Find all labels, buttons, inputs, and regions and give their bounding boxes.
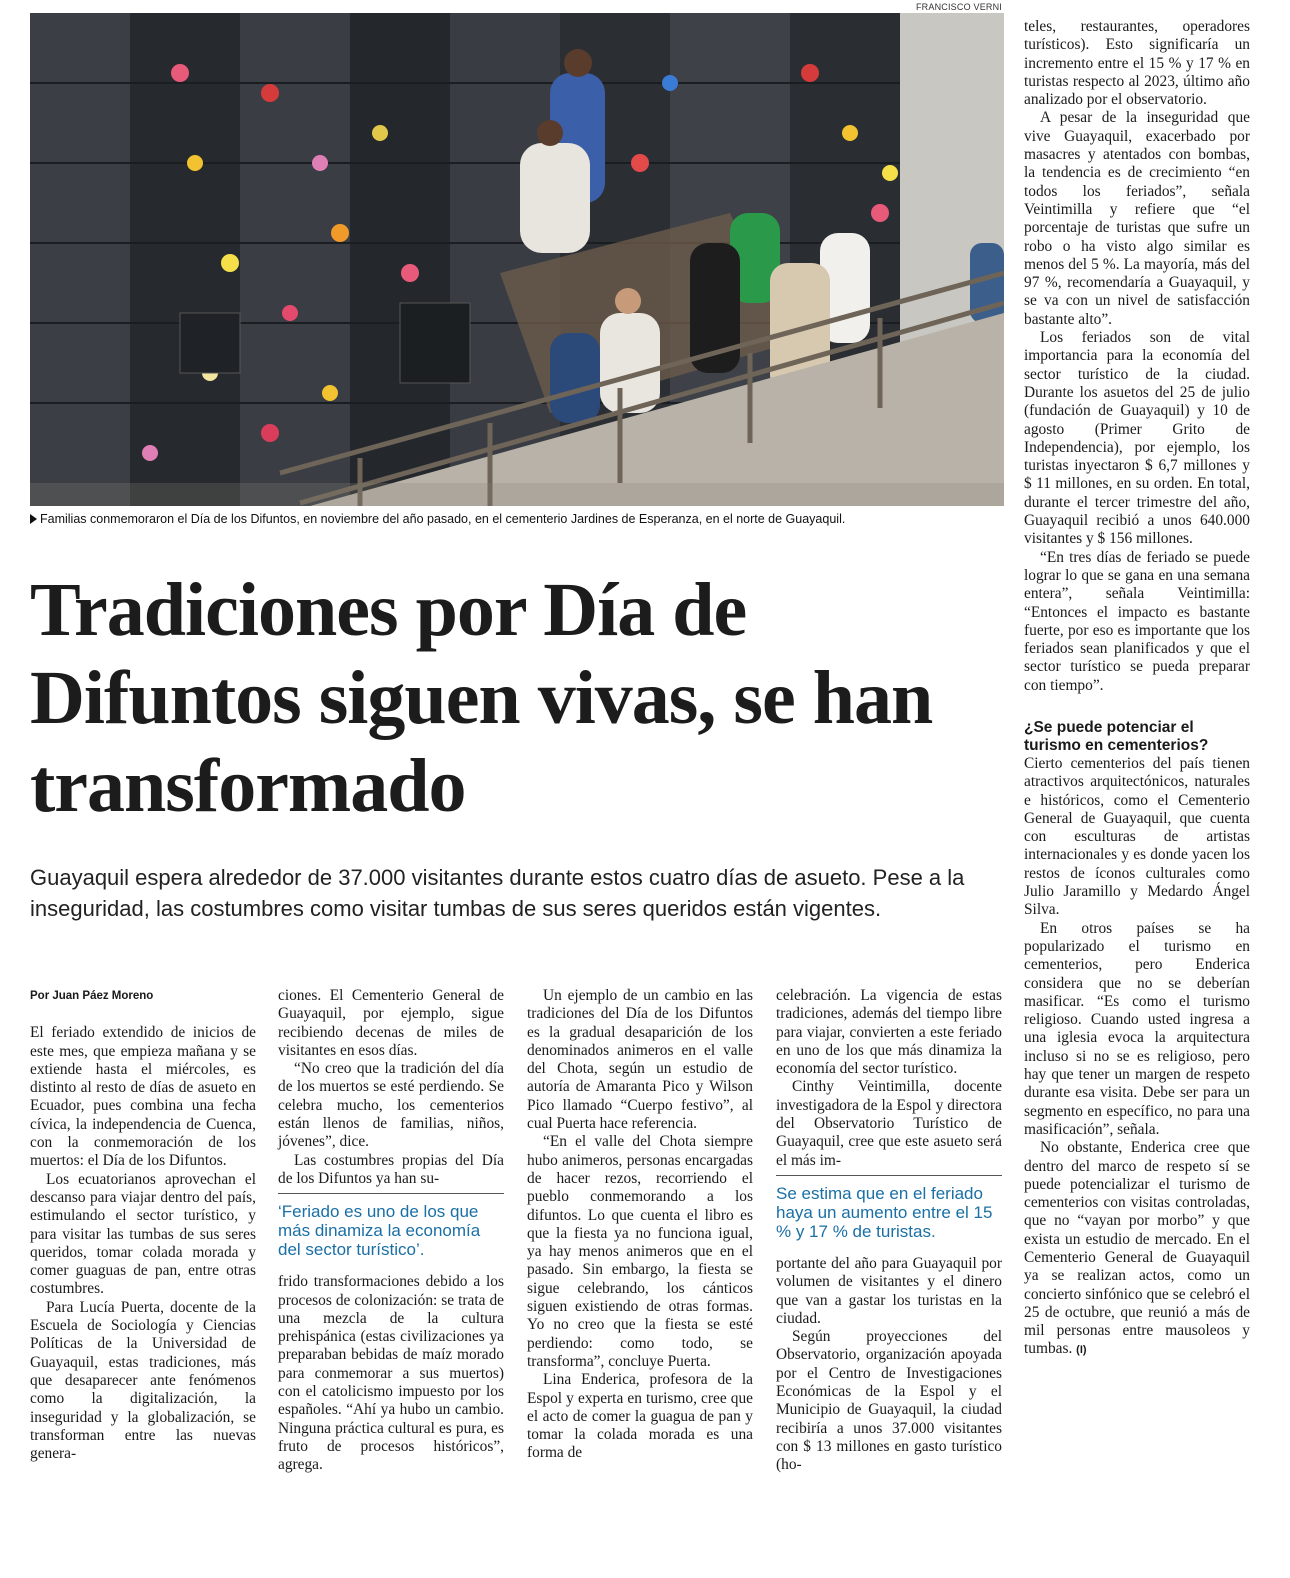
paragraph: portante del año para Guayaquil por volumen de visitantes y el dinero que van a gastar los turistas en la ciudad. (776, 1254, 1002, 1327)
paragraph: frido transformaciones debido a los procesos de colonización: se trata de una mezcla de la cultura prehispánica (estas civilizaciones ya preparaban bebidas de maíz morado para conmemorar a sus muertos) con el catolicismo impuesto por los españoles. “Ahí ya hubo un cambio. Ninguna práctica cultural es pura, es fruto de procesos históricos”, agrega. (278, 1273, 504, 1474)
end-mark: (I) (1076, 1344, 1087, 1357)
deck-subtitle: Guayaquil espera alrededor de 37.000 visitantes durante estos cuatro días de asueto. Pese a la inseguridad, las costumbres como visitar tumbas de sus seres queridos están vigentes. (30, 865, 965, 921)
paragraph: El feriado extendido de inicios de este mes, que empieza mañana y se extiende hasta el miércoles, es distinto al resto de días de asueto en Ecuador, pues combina una fecha cívica, la independencia de Cuenca, con la conmemoración de los muertos: el Día de los Difuntos. (30, 1024, 256, 1170)
column-2 (278, 987, 504, 1475)
cemetery-photo (30, 13, 1004, 506)
paragraph: celebración. La vigencia de estas tradiciones, además del tiempo libre para viajar, convierten a este feriado en uno de los que más dinamiza la economía del sector turístico. (776, 987, 1002, 1078)
column-5 (1024, 18, 1250, 1360)
paragraph: Los ecuatorianos aprovechan el descanso para viajar dentro del país, estimulando el sector turístico, y para visitar las tumbas de sus seres queridos, tomar colada morada y comer guaguas de pan, entre otras costumbres. (30, 1170, 256, 1298)
paragraph: “En tres días de feriado se puede lograr lo que se gana en una semana entera”, señala Veintimilla: “Entonces el impacto es bastante fuerte, por eso es importante que los feriados sean planificados y que el sector turístico se pueda preparar con tiempo”. (1024, 548, 1250, 694)
paragraph: Para Lucía Puerta, docente de la Escuela de Sociología y Ciencias Políticas de la Universidad de Guayaquil, estas tradiciones, más que desaparecer ante fenómenos como la digitalización, la inseguridad y la globalización, se transforman entre las nuevas genera- (30, 1298, 256, 1463)
paragraph: Según proyecciones del Observatorio, organización apoyada por el Centro de Investigaciones Económicas de la Espol y el Municipio de Guayaquil, la ciudad recibiría a unos 37.000 visitantes con $ 13 millones en gasto turístico (ho- (776, 1328, 1002, 1474)
paragraph: Los feriados son de vital importancia para la economía del sector turístico de la ciudad. Durante los asuetos del 25 de julio (fundación de Guayaquil) y 10 de agosto (Primer Grito de Independencia), por ejemplo, los turistas inyectaron $ 6,7 millones y $ 11 millones, en su orden. En total, durante el tercer trimestre del año, Guayaquil recibió a unos 640.000 visitantes y $ 156 millones. (1024, 329, 1250, 548)
column-4 (776, 987, 1002, 1475)
paragraph: teles, restaurantes, operadores turísticos). Esto significaría un incremento entre el 15 % y 17 % en turistas respecto al 2023, último año analizado por el observatorio. (1024, 18, 1250, 109)
paragraph: No obstante, Enderica cree que dentro del marco de respeto sí se puede potencializar el turismo de cementerios con visitas controladas, que no “vayan por morbo” y que exista un estudio de mercado. En el Cementerio General de Guayaquil ya se realizan actos, como un concierto sinfónico que se celebró el 25 de octubre, que reunió a más de mil personas entre mausoleos y tumbas. (I) (1024, 1139, 1250, 1358)
paragraph: Un ejemplo de un cambio en las tradiciones del Día de los Difuntos es la gradual desaparición de los denominados animeros en el valle del Chota, según un estudio de autoría de Amaranta Pico y Wilson Pico llamado “Cuerpo festivo”, al cual Puerta hace referencia. (527, 987, 753, 1133)
column-3 (527, 987, 753, 1463)
paragraph: Lina Enderica, profesora de la Espol y experta en turismo, cree que el acto de comer la guagua de pan y tomar la colada morada es una forma de (527, 1371, 753, 1462)
paragraph: Las costumbres propias del Día de los Difuntos ya han su- (278, 1151, 504, 1187)
photo-caption: Familias conmemoraron el Día de los Difuntos, en noviembre del año pasado, en el cementerio Jardines de Esperanza, en el norte de Guayaquil. (30, 512, 1004, 526)
pull-quote: ‘Feriado es uno de los que más dinamiza la economía del sector turístico’. (278, 1193, 504, 1259)
section-subhead: ¿Se puede potenciar el turismo en cementerios? (1024, 718, 1209, 754)
column-1 (30, 987, 256, 1463)
pull-quote: Se estima que en el feriado haya un aumento entre el 15 % y 17 % de turistas. (776, 1175, 1002, 1241)
paragraph: “No creo que la tradición del día de los muertos se esté perdiendo. Se celebra mucho, los cementerios están llenos de familias, niños, jóvenes”, dice. (278, 1060, 504, 1151)
paragraph: Cierto cementerios del país tienen atractivos arquitectónicos, naturales e históricos, como el Cementerio General de Guayaquil, que cuenta con esculturas de artistas internacionales y es donde yacen los restos de íconos culturales como Julio Jaramillo y Medardo Ángel Silva. (1024, 754, 1250, 919)
paragraph: ciones. El Cementerio General de Guayaquil, por ejemplo, sigue recibiendo decenas de miles de visitantes en esos días. (278, 987, 504, 1059)
cemetery-illustration (30, 13, 1004, 506)
photo-credit: FRANCISCO VERNI (915, 2, 1002, 12)
headline: Tradiciones por Día de Difuntos siguen vivas, se han transformado (30, 568, 933, 828)
paragraph: “En el valle del Chota siempre hubo animeros, personas encargadas de hacer rezos, recorriendo el pueblo conmemorando a los difuntos. Lo que cuenta el libro es que la fiesta ya no funciona igual, ya hay menos animeros que en el pasado. Sin embargo, la fiesta se sigue celebrando, los cánticos siguen existiendo de otras formas. Yo no creo que la fiesta se esté perdiendo: como todo, se transforma”, concluye Puerta. (527, 1133, 753, 1370)
paragraph: Cinthy Veintimilla, docente investigadora de la Espol y directora del Observatorio Turístico de Guayaquil, cree que este asueto será el más im- (776, 1078, 1002, 1169)
byline: Por Juan Páez Moreno (30, 990, 154, 1002)
paragraph: En otros países se ha popularizado el turismo en cementerios, pero Enderica considera que no se deberían masificar. “Es como el turismo religioso. Cuando usted ingresa a una iglesia evoca la arquitectura incluso si no se es religioso, pero hay que tener un margen de respeto durante esa visita. Debe ser para un segmento en específico, no para una masificación”, señala. (1024, 919, 1250, 1138)
paragraph: A pesar de la inseguridad que vive Guayaquil, exacerbado por masacres y atentados con bombas, la tendencia es de crecimiento “en todos los feriados”, señala Veintimilla y refiere que “el porcentaje de turistas que sufre un robo o ha visto algo similar es menos del 5 %. La mayoría, más del 97 %, recomendaría a Guayaquil, y se va con un nivel de satisfacción bastante alto”. (1024, 109, 1250, 328)
caption-marker-icon (30, 514, 37, 524)
